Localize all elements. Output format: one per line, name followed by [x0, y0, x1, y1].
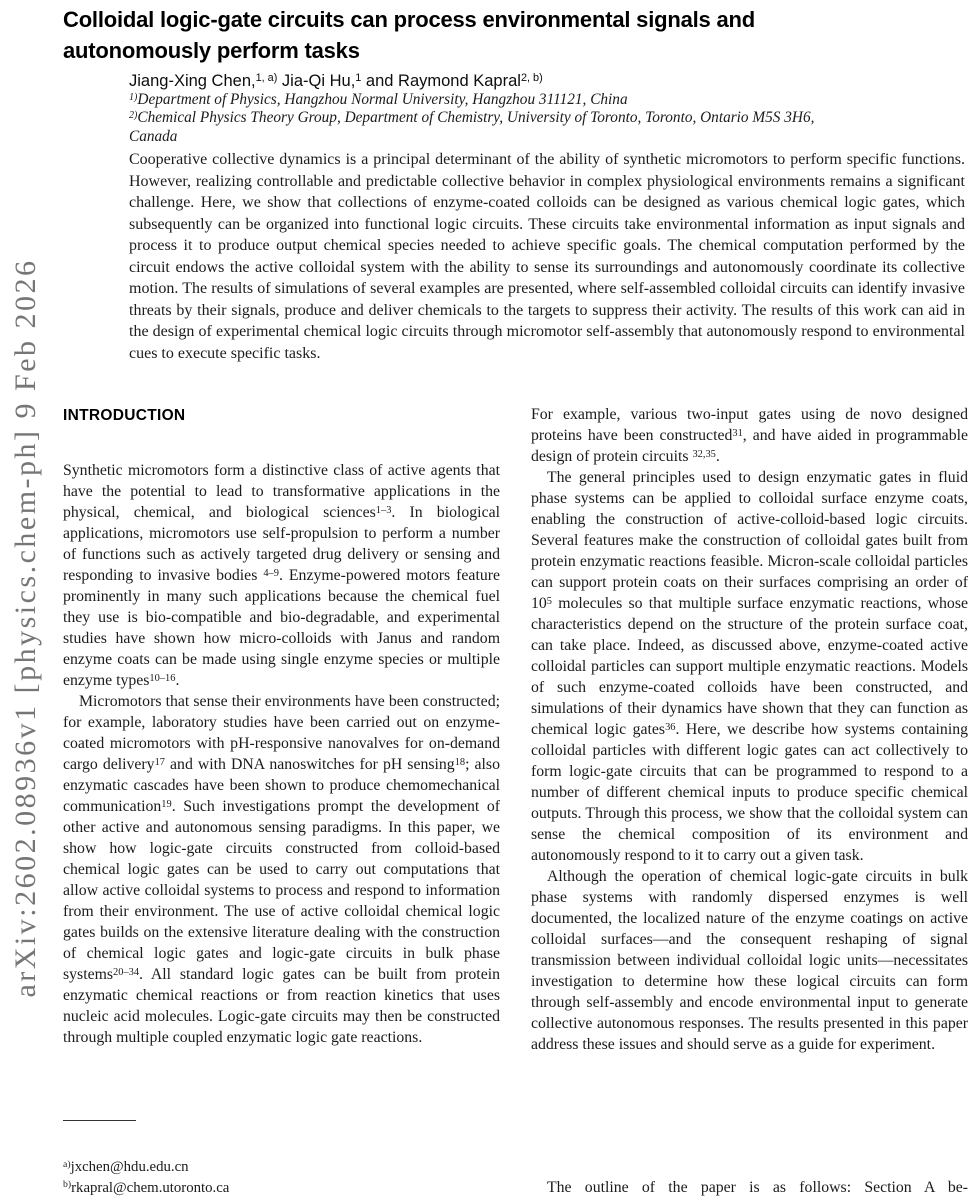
- paper-title: [63, 4, 915, 66]
- paper-header: [63, 4, 915, 146]
- title-line-1: Colloidal logic-gate circuits can process environmental signals and: [63, 7, 756, 32]
- arxiv-watermark: arXiv:2602.08936v1 [physics.chem-ph] 9 Feb 2026: [9, 258, 42, 998]
- right-column: [531, 404, 968, 1174]
- section-heading-introduction: INTRODUCTION: [63, 407, 186, 424]
- affiliation-1: $^{1)}$Department of Physics, Hangzhou Normal University, Hangzhou 311121, China: [129, 91, 628, 108]
- affiliations: [63, 91, 915, 146]
- paragraph: Synthetic micromotors form a distinctive class of active agents that have the potential to lead to transformative applications in the physical, chemical, and biological sciences$^{1-3}$. In biological applications, micromotors use self-propulsion to perform a number of functions such as actively targeted drug delivery or sensing and responding to invasive bodies $^{4-9}$. Enzyme-powered motors feature prominently in many such applications because the chemical fuel they use is bio-compatible and bio-degradable, and experimental studies have shown how micro-colloids with Janus and random enzyme coats can be made using single enzyme species or multiple enzyme types$^{10-16}$.: [63, 462, 500, 689]
- paragraph: For example, various two-input gates using de novo designed proteins have been constructed$^{31}$, and have aided in programmable design of protein circuits $^{32,35}$.: [531, 406, 968, 465]
- title-line-2: autonomously perform tasks: [63, 38, 360, 63]
- footnote-b-email: $^{b)}$rkapral@chem.utoronto.ca: [63, 1179, 230, 1196]
- paragraph: Micromotors that sense their environments have been constructed; for example, laboratory studies have been carried out on enzyme-coated micromotors with pH-responsive nanovalves for on-demand cargo delivery$^{17}$ and with DNA nanoswitches for pH sensing$^{18}$; also enzymatic cascades have been shown to produce chemomechanical communication$^{19}$. Such investigations prompt the development of other active and autonomous sensing paradigms. In this paper, we show how logic-gate circuits constructed from colloid-based chemical logic gates can be used to carry out computations that allow active colloidal systems to process and respond to information from their environment. The use of active colloidal chemical logic gates builds on the extensive literature dealing with the construction of chemical logic gates and logic-gate circuits in bulk phase systems$^{20-34}$. All standard logic gates can be built from protein enzymatic chemical reactions or from reaction kinetics that uses nucleic acid molecules. Logic-gate circuits may then be constructed through multiple coupled enzymatic logic gate reactions.: [63, 693, 500, 1046]
- right-column-cutoff-line: The outline of the paper is as follows: Section A be-: [547, 1179, 968, 1196]
- author-line: Jiang-Xing Chen,$^{1, a)}$ Jia-Qi Hu,$^1$ and Raymond Kapral$^{2, b)}$: [129, 72, 543, 90]
- affiliation-2: $^{2)}$Chemical Physics Theory Group, Department of Chemistry, University of Toronto, Toronto, Ontario M5S 3H6, Canada: [129, 109, 815, 145]
- left-column: [63, 405, 500, 1122]
- footnote-divider: [63, 1120, 136, 1121]
- paragraph: Although the operation of chemical logic-gate circuits in bulk phase systems with randomly dispersed enzymes is well documented, the localized nature of the enzyme coatings on active colloidal surfaces—and the consequent reshaping of signal transmission between individual colloidal logic units—necessitates investigation to determine how these logical circuits can form through self-assembly and encode environmental input to generate collective autonomous responses. The results presented in this paper address these issues and should serve as a guide for experiment.: [531, 868, 968, 1053]
- introduction-paragraphs: [63, 460, 500, 1048]
- paragraph: The general principles used to design enzymatic gates in fluid phase systems can be applied to colloidal surface enzyme coats, enabling the construction of active-colloid-based logic circuits. Several features make the construction of colloidal gates built from protein enzymatic reactions feasible. Micron-scale colloidal particles can support protein coats on their surfaces comprising an order of $10^5$ molecules so that multiple surface enzymatic reactions, whose characteristics depend on the structure of the protein surface coat, can take place. Indeed, as discussed above, enzyme-coated active colloidal particles can support multiple enzymatic reactions. Models of such enzyme-coated colloids have been constructed, and simulations of their dynamics have shown that they can function as chemical logic gates$^{36}$. Here, we describe how systems containing colloidal particles with different logic gates can act collectively to form logic-gate circuits that can be programmed to respond to a number of different chemical inputs to produce specific chemical outputs. Through this process, we show that the colloidal system can sense the chemical composition of its environment and autonomously respond to it to carry out a given task.: [531, 469, 968, 864]
- footnotes: [63, 1120, 500, 1198]
- abstract-text: Cooperative collective dynamics is a principal determinant of the ability of synthetic micromotors to perform specific functions. However, realizing controllable and predictable collective behavior in complex physiological environments remains a significant challenge. Here, we show that collections of enzyme-coated colloids can be designed as various chemical logic gates, which subsequently can be organized into functional logic circuits. These circuits take environmental information as input signals and process it to produce output chemical species needed to achieve specific goals. The chemical computation performed by the circuit endows the active colloidal system with the ability to sense its surroundings and autonomously coordinate its collective motion. The results of simulations of several examples are presented, where self-assembled colloidal circuits can identify invasive threats by their signals, produce and deliver chemicals to the targets to suppress their activity. The results of this work can aid in the design of experimental chemical logic circuits through micromotor self-assembly that autonomously respond to environmental cues to execute specific tasks.: [129, 151, 965, 362]
- footnote-a-email: $^{a)}$jxchen@hdu.edu.cn: [63, 1158, 189, 1175]
